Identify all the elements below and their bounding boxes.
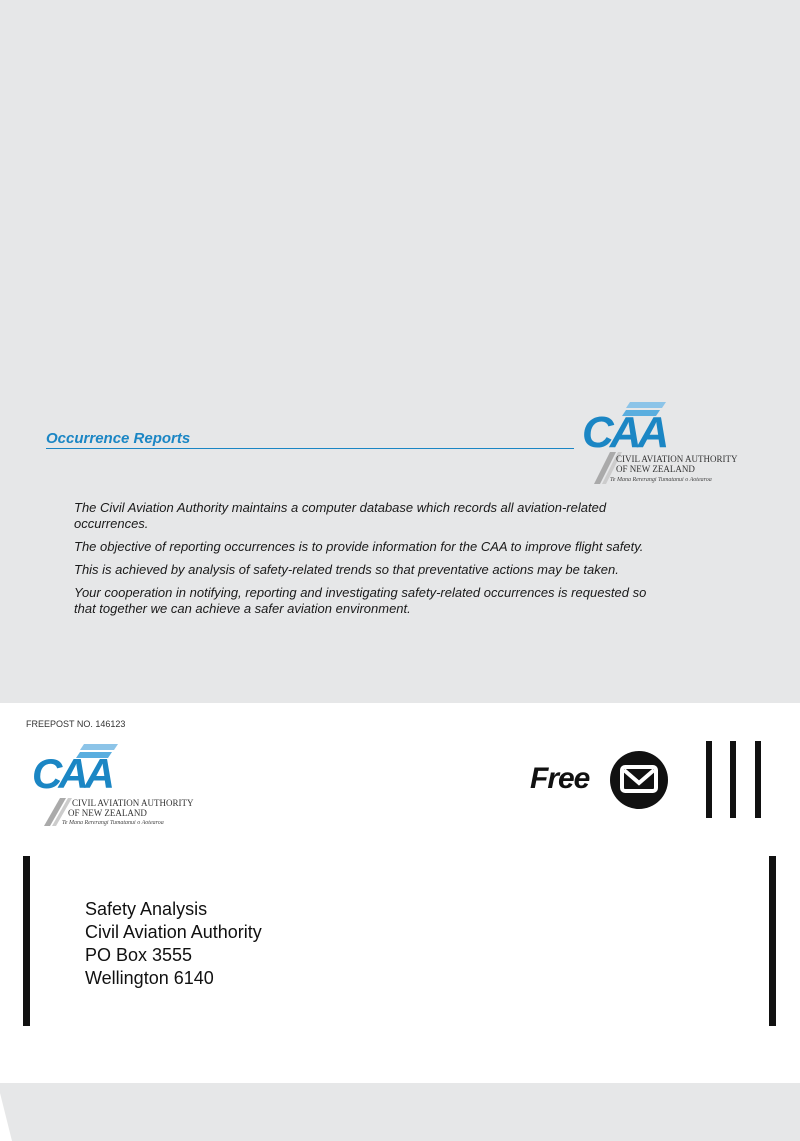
- logo-line2: OF NEW ZEALAND: [616, 464, 695, 474]
- intro-paragraph: Your cooperation in notifying, reporting and investigating safety-related occurrences is requested so that together we can achieve a safer aviation environment.: [74, 585, 647, 616]
- barcode-bar: [755, 741, 761, 818]
- page-title: Occurrence Reports: [46, 430, 574, 449]
- bottom-flap: [0, 1083, 800, 1141]
- address-line: PO Box 3555: [85, 945, 193, 965]
- logo-line3: Te Mana Rererangi Tumatanui o Aotearoa: [62, 820, 164, 826]
- logo-mark: CAA: [582, 408, 666, 457]
- intro-paragraph: This is achieved by analysis of safety-related trends so that preventative actions may be taken.: [74, 562, 619, 577]
- free-post-label: Free: [530, 762, 590, 795]
- barcode-bar: [706, 741, 712, 818]
- logo-line2: OF NEW ZEALAND: [68, 808, 147, 818]
- address-frame-left: [23, 856, 30, 1026]
- intro-paragraph: The objective of reporting occurrences is to provide information for the CAA to improve flight safety.: [74, 539, 644, 554]
- logo-line1: CIVIL AVIATION AUTHORITY: [616, 454, 738, 464]
- freepost-number: FREEPOST NO. 146123: [26, 719, 126, 729]
- logo-line3: Te Mana Rererangi Tumatanui o Aotearoa: [610, 477, 712, 483]
- intro-paragraph: The Civil Aviation Authority maintains a computer database which records all aviation-related occurrences.: [74, 500, 607, 531]
- address-line: Civil Aviation Authority: [85, 922, 262, 942]
- address-line: Wellington 6140: [85, 968, 214, 988]
- caa-logo-top: [580, 400, 740, 490]
- envelope-icon: [609, 750, 669, 810]
- intro-text: [74, 500, 654, 624]
- logo-mark: CAA: [32, 750, 111, 797]
- logo-line1: CIVIL AVIATION AUTHORITY: [72, 798, 194, 808]
- address-line: Safety Analysis: [85, 899, 208, 919]
- caa-logo-mailer: [30, 742, 194, 832]
- barcode-bar: [730, 741, 736, 818]
- mailing-address: [85, 898, 262, 990]
- address-frame-right: [769, 856, 776, 1026]
